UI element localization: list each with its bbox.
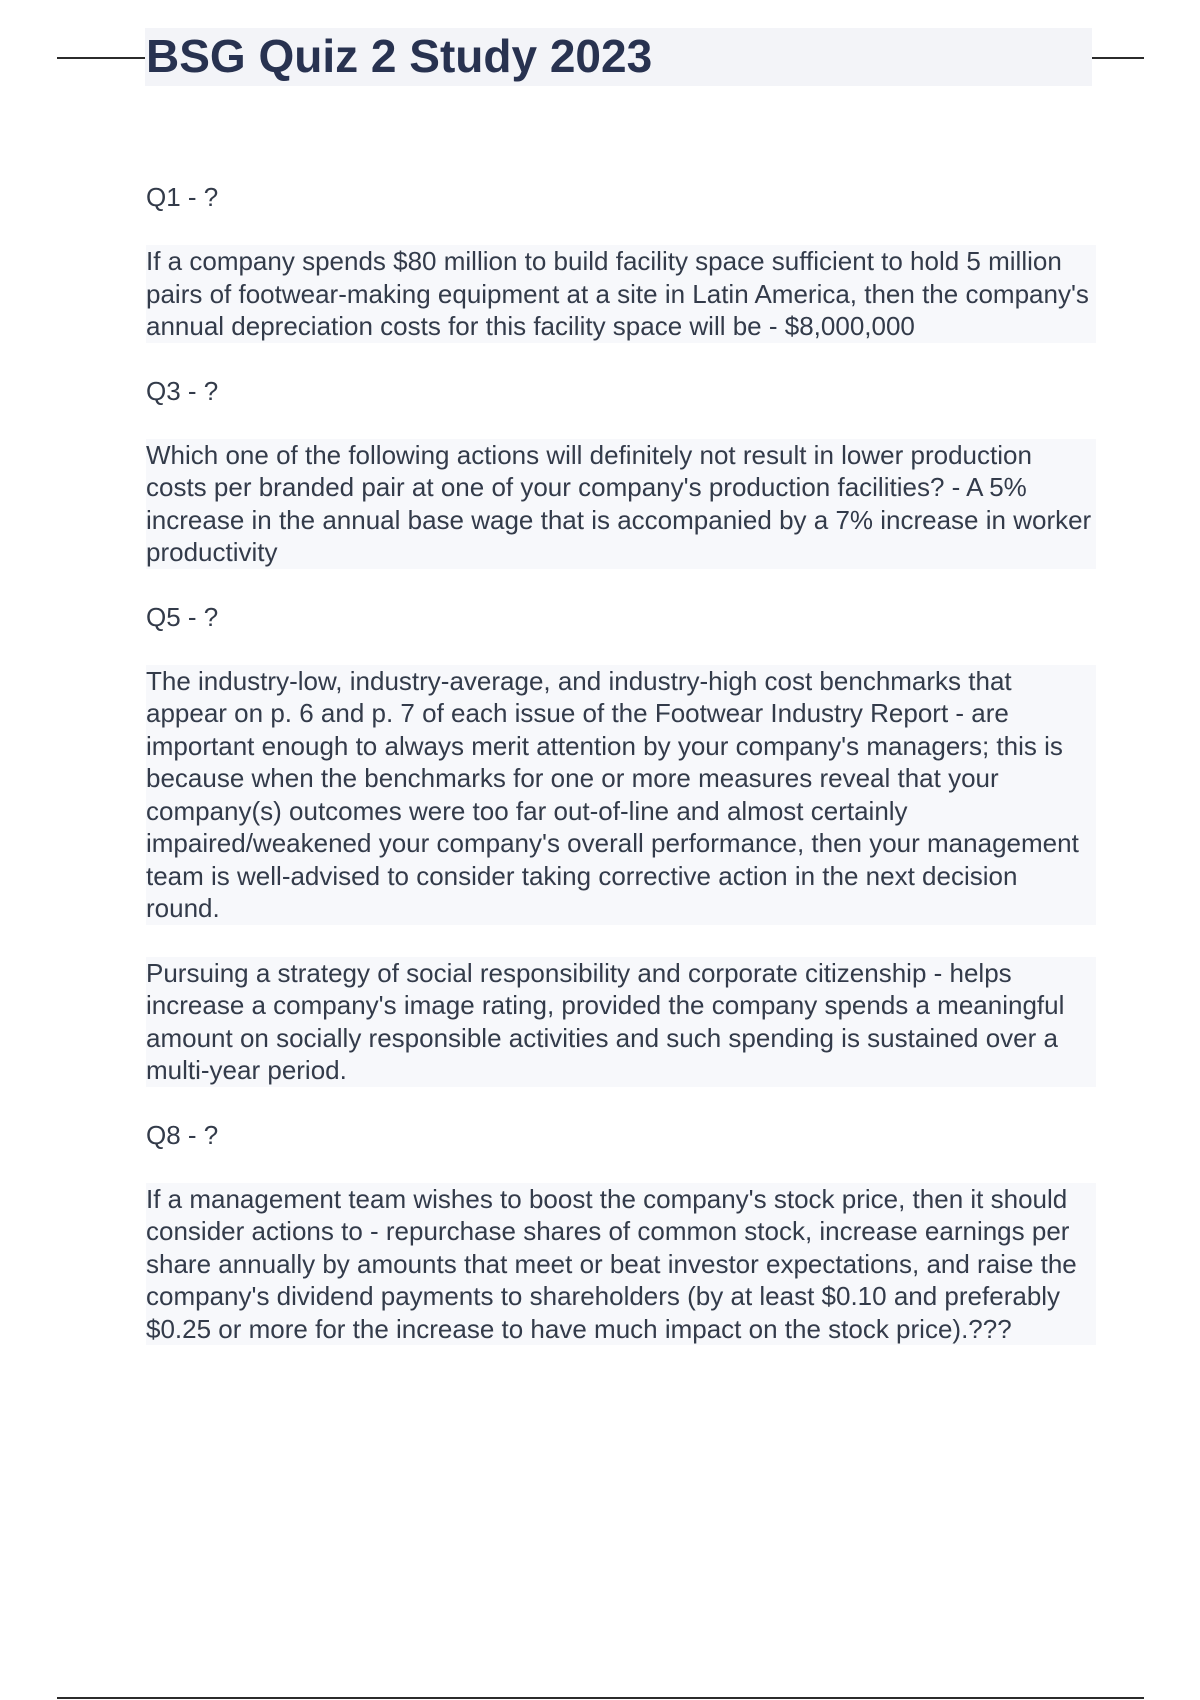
answer-q8: If a management team wishes to boost the company's stock price, then it should consider actions to - repurchase shares of common stock, increase earnings per share annually by amounts that meet or beat investor expectations, and raise the company's dividend payments to shareholders (by at least $0.10 and preferably $0.25 or more for the increase to have much impact on the stock price).??? (146, 1183, 1096, 1346)
header-rule-right (1092, 57, 1144, 59)
answer-social-responsibility: Pursuing a strategy of social responsibility and corporate citizenship - helps increase a company's image rating, provided the company spends a meaningful amount on socially responsible activities and such spending is sustained over a multi-year period. (146, 957, 1096, 1087)
question-label-q8: Q8 - ? (146, 1119, 219, 1150)
document-body (146, 181, 1096, 1377)
answer-q1: If a company spends $80 million to build facility space sufficient to hold 5 million pairs of footwear-making equipment at a site in Latin America, then the company's annual depreciation costs for this facility space will be - $8,000,000 (146, 245, 1096, 343)
answer-q3: Which one of the following actions will definitely not result in lower production costs per branded pair at one of your company's production facilities? - A 5% increase in the annual base wage that is accompanied by a 7% increase in worker productivity (146, 439, 1096, 569)
footer-rule (57, 1697, 1144, 1699)
header-rule-left (57, 57, 145, 59)
question-label-q1: Q1 - ? (146, 182, 219, 212)
document-title: BSG Quiz 2 Study 2023 (146, 30, 653, 82)
question-label-q5: Q5 - ? (146, 601, 219, 632)
answer-q5: The industry-low, industry-average, and industry-high cost benchmarks that appear on p. 6 and p. 7 of each issue of the Footwear Industry Report - are important enough to always merit attention by your company's managers; this is because when the benchmarks for one or more measures reveal that your company(s) outcomes were too far out-of-line and almost certainly impaired/weakened your company's overall performance, then your management team is well-advised to consider taking corrective action in the next decision round. (146, 665, 1096, 925)
question-label-q3: Q3 - ? (146, 375, 219, 406)
